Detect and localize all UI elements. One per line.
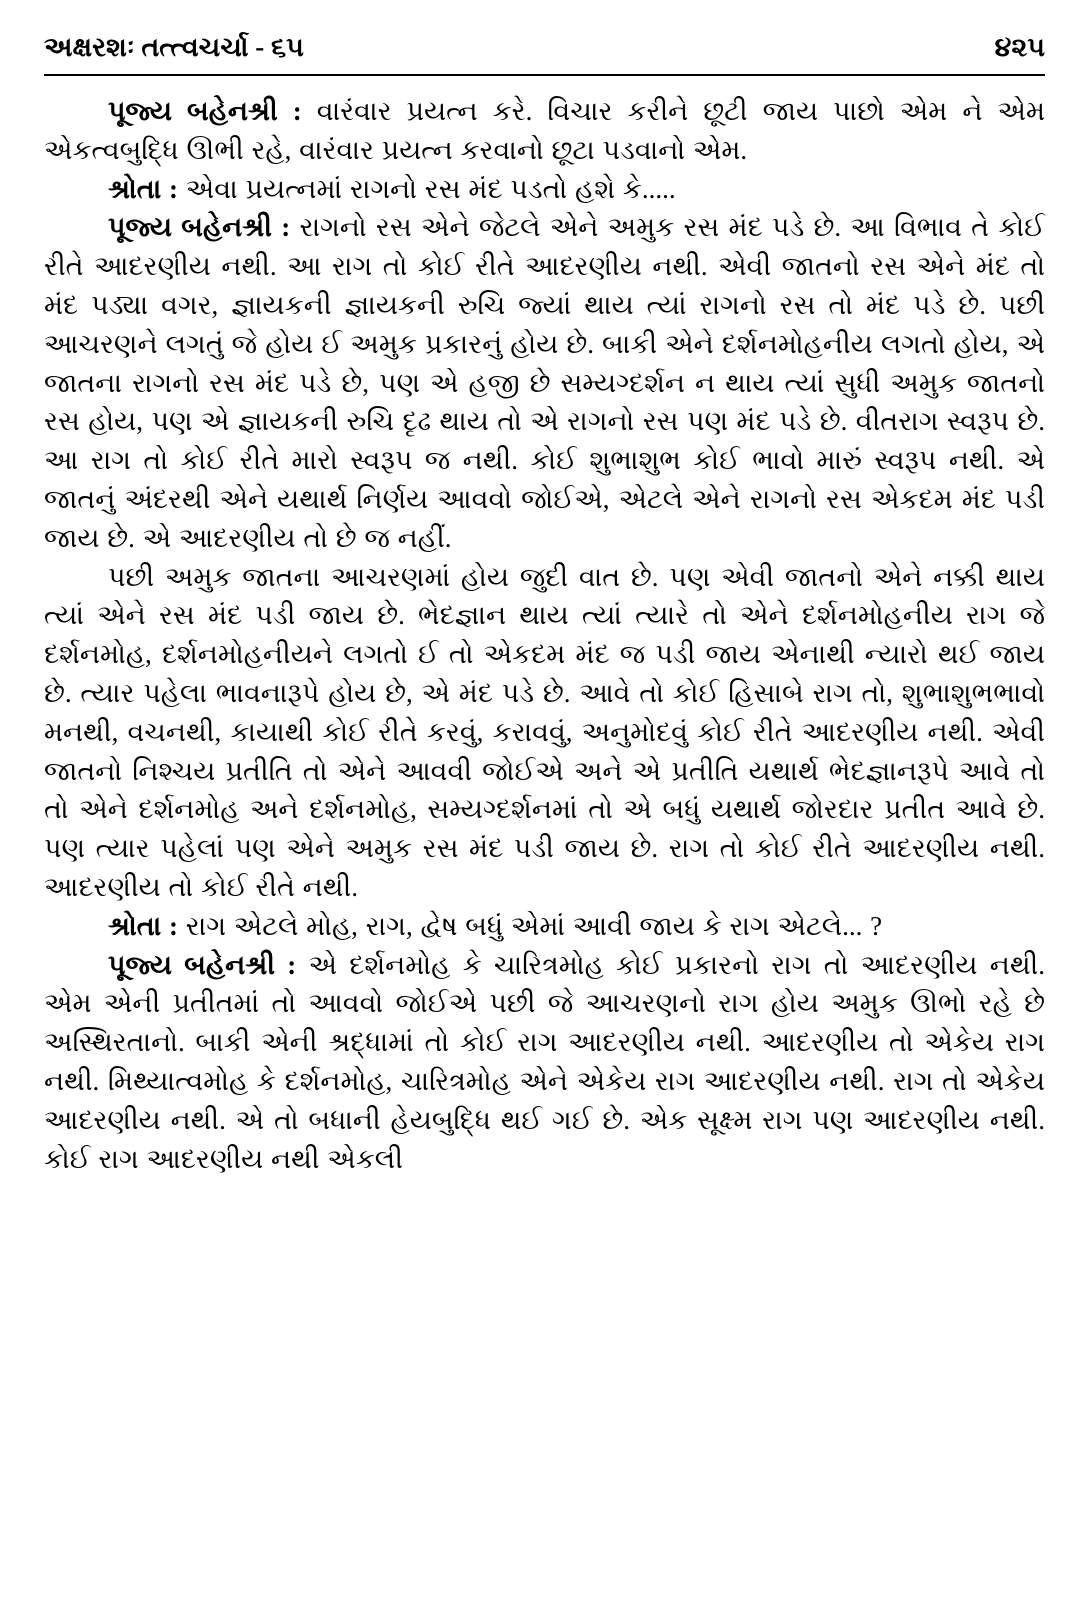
paragraph-text: રાગનો રસ એને જેટલે એને અમુક રસ મંદ પડે છે. આ વિભાવ તે કોઈ રીતે આદરણીય નથી. આ રાગ તો કોઈ રીતે આદરણીય નથી. એવી જાતનો રસ એને મંદ તો મંદ પડ્યા વગર, જ્ઞાયકની જ્ઞાયકની રુચિ જ્યાં થાય ત્યાં રાગનો રસ તો મંદ પડે છે. પછી આચરણને લગતું જે હોય ઈ અમુક પ્રકારનું હોય છે. બાકી એને દર્શનમોહનીય લગતો હોય, એ જાતના રાગનો રસ મંદ પડે છે, પણ એ હજી છે સમ્યગ્દર્શન ન થાય ત્યાં સુધી અમુક જાતનો રસ હોય, પણ એ જ્ઞાયકની રુચિ દૃઢ થાય તો એ રાગનો રસ પણ મંદ પડે છે. વીતરાગ સ્વરૂપ છે. આ રાગ તો કોઈ રીતે મારો સ્વરૂપ જ નથી. કોઈ શુભાશુભ કોઈ ભાવો મારું સ્વરૂપ નથી. એ જાતનું અંદરથી એને યથાર્થ નિર્ણય આવવો જોઈએ, એટલે એને રાગનો રસ એકદમ મંદ પડી જાય છે. એ આદરણીય તો છે જ નહીં. [44,212,1045,553]
paragraph-text: એવા પ્રયત્નમાં રાગનો રસ મંદ પડતો હશે કે..... [185,173,676,204]
paragraph [44,208,1045,557]
speaker-label: પૂજ્ય બહેનશ્રી : [108,949,309,980]
speaker-label: શ્રોતા : [108,910,186,941]
header-divider [44,74,1045,76]
speaker-label: શ્રોતા : [108,173,186,204]
page-title: અક્ષરશઃ તત્ત્વચર્ચા - ૬૫ [44,32,304,62]
paragraph [44,92,1045,170]
paragraph-text: પછી અમુક જાતના આચરણમાં હોય જુદી વાત છે. પણ એવી જાતનો એને નક્કી થાય ત્યાં એને રસ મંદ પડી જાય છે. ભેદજ્ઞાન થાય ત્યાં ત્યારે તો એને દર્શનમોહનીય રાગ જે દર્શનમોહ, દર્શનમોહનીયને લગતો ઈ તો એકદમ મંદ જ પડી જાય એનાથી ન્યારો થઈ જાય છે. ત્યાર પહેલા ભાવનારૂપે હોય છે, એ મંદ પડે છે. આવે તો કોઈ હિસાબે રાગ તો, શુભાશુભભાવો મનથી, વચનથી, કાયાથી કોઈ રીતે કરવું, કરાવવું, અનુમોદવું કોઈ રીતે આદરણીય નથી. એવી જાતનો નિશ્ચય પ્રતીતિ તો એને આવવી જોઈએ અને એ પ્રતીતિ યથાર્થ ભેદજ્ઞાનરૂપે આવે તો તો એને દર્શનમોહ અને દર્શનમોહ, સમ્યગ્દર્શનમાં તો એ બધું યથાર્થ જોરદાર પ્રતીત આવે છે. પણ ત્યાર પહેલાં પણ એને અમુક રસ મંદ પડી જાય છે. રાગ તો કોઈ રીતે આદરણીય નથી. આદરણીય તો કોઈ રીતે નથી. [44,561,1045,902]
paragraph [44,170,1045,209]
speaker-label: પૂજ્ય બહેનશ્રી : [108,212,300,243]
paragraph-text: વારંવાર પ્રયત્ન કરે. વિચાર કરીને છૂટી જાય પાછો એમ ને એમ એકત્વબુદ્ધિ ઊભી રહે, વારંવાર પ્રયત્ન કરવાનો છૂટા પડવાનો એમ. [44,96,1046,165]
speaker-label: પૂજ્ય બહેનશ્રી : [108,96,317,126]
paragraph-text: રાગ એટલે મોહ, રાગ, દ્વેષ બધું એમાં આવી જાય કે રાગ એટલે... ? [185,910,883,941]
paragraph [44,946,1045,1179]
body-text [44,92,1045,1178]
paragraph [44,558,1045,907]
page-header [44,30,1045,64]
paragraph [44,907,1045,946]
page-number: ૪૨૫ [994,32,1045,62]
paragraph-text: એ દર્શનમોહ કે ચારિત્રમોહ કોઈ પ્રકારનો રાગ તો આદરણીય નથી. એમ એની પ્રતીતમાં તો આવવો જોઈએ પછી જે આચરણનો રાગ હોય અમુક ઊભો રહે છે અસ્થિરતાનો. બાકી એની શ્રદ્ધામાં તો કોઈ રાગ આદરણીય નથી. આદરણીય તો એકેય રાગ નથી. મિથ્યાત્વમોહ કે દર્શનમોહ, ચારિત્રમોહ એને એકેય રાગ આદરણીય નથી. રાગ તો એકેય આદરણીય નથી. એ તો બધાની હેયબુદ્ધિ થઈ ગઈ છે. એક સૂક્ષ્મ રાગ પણ આદરણીય નથી. કોઈ રાગ આદરણીય નથી એકલી [44,949,1045,1174]
